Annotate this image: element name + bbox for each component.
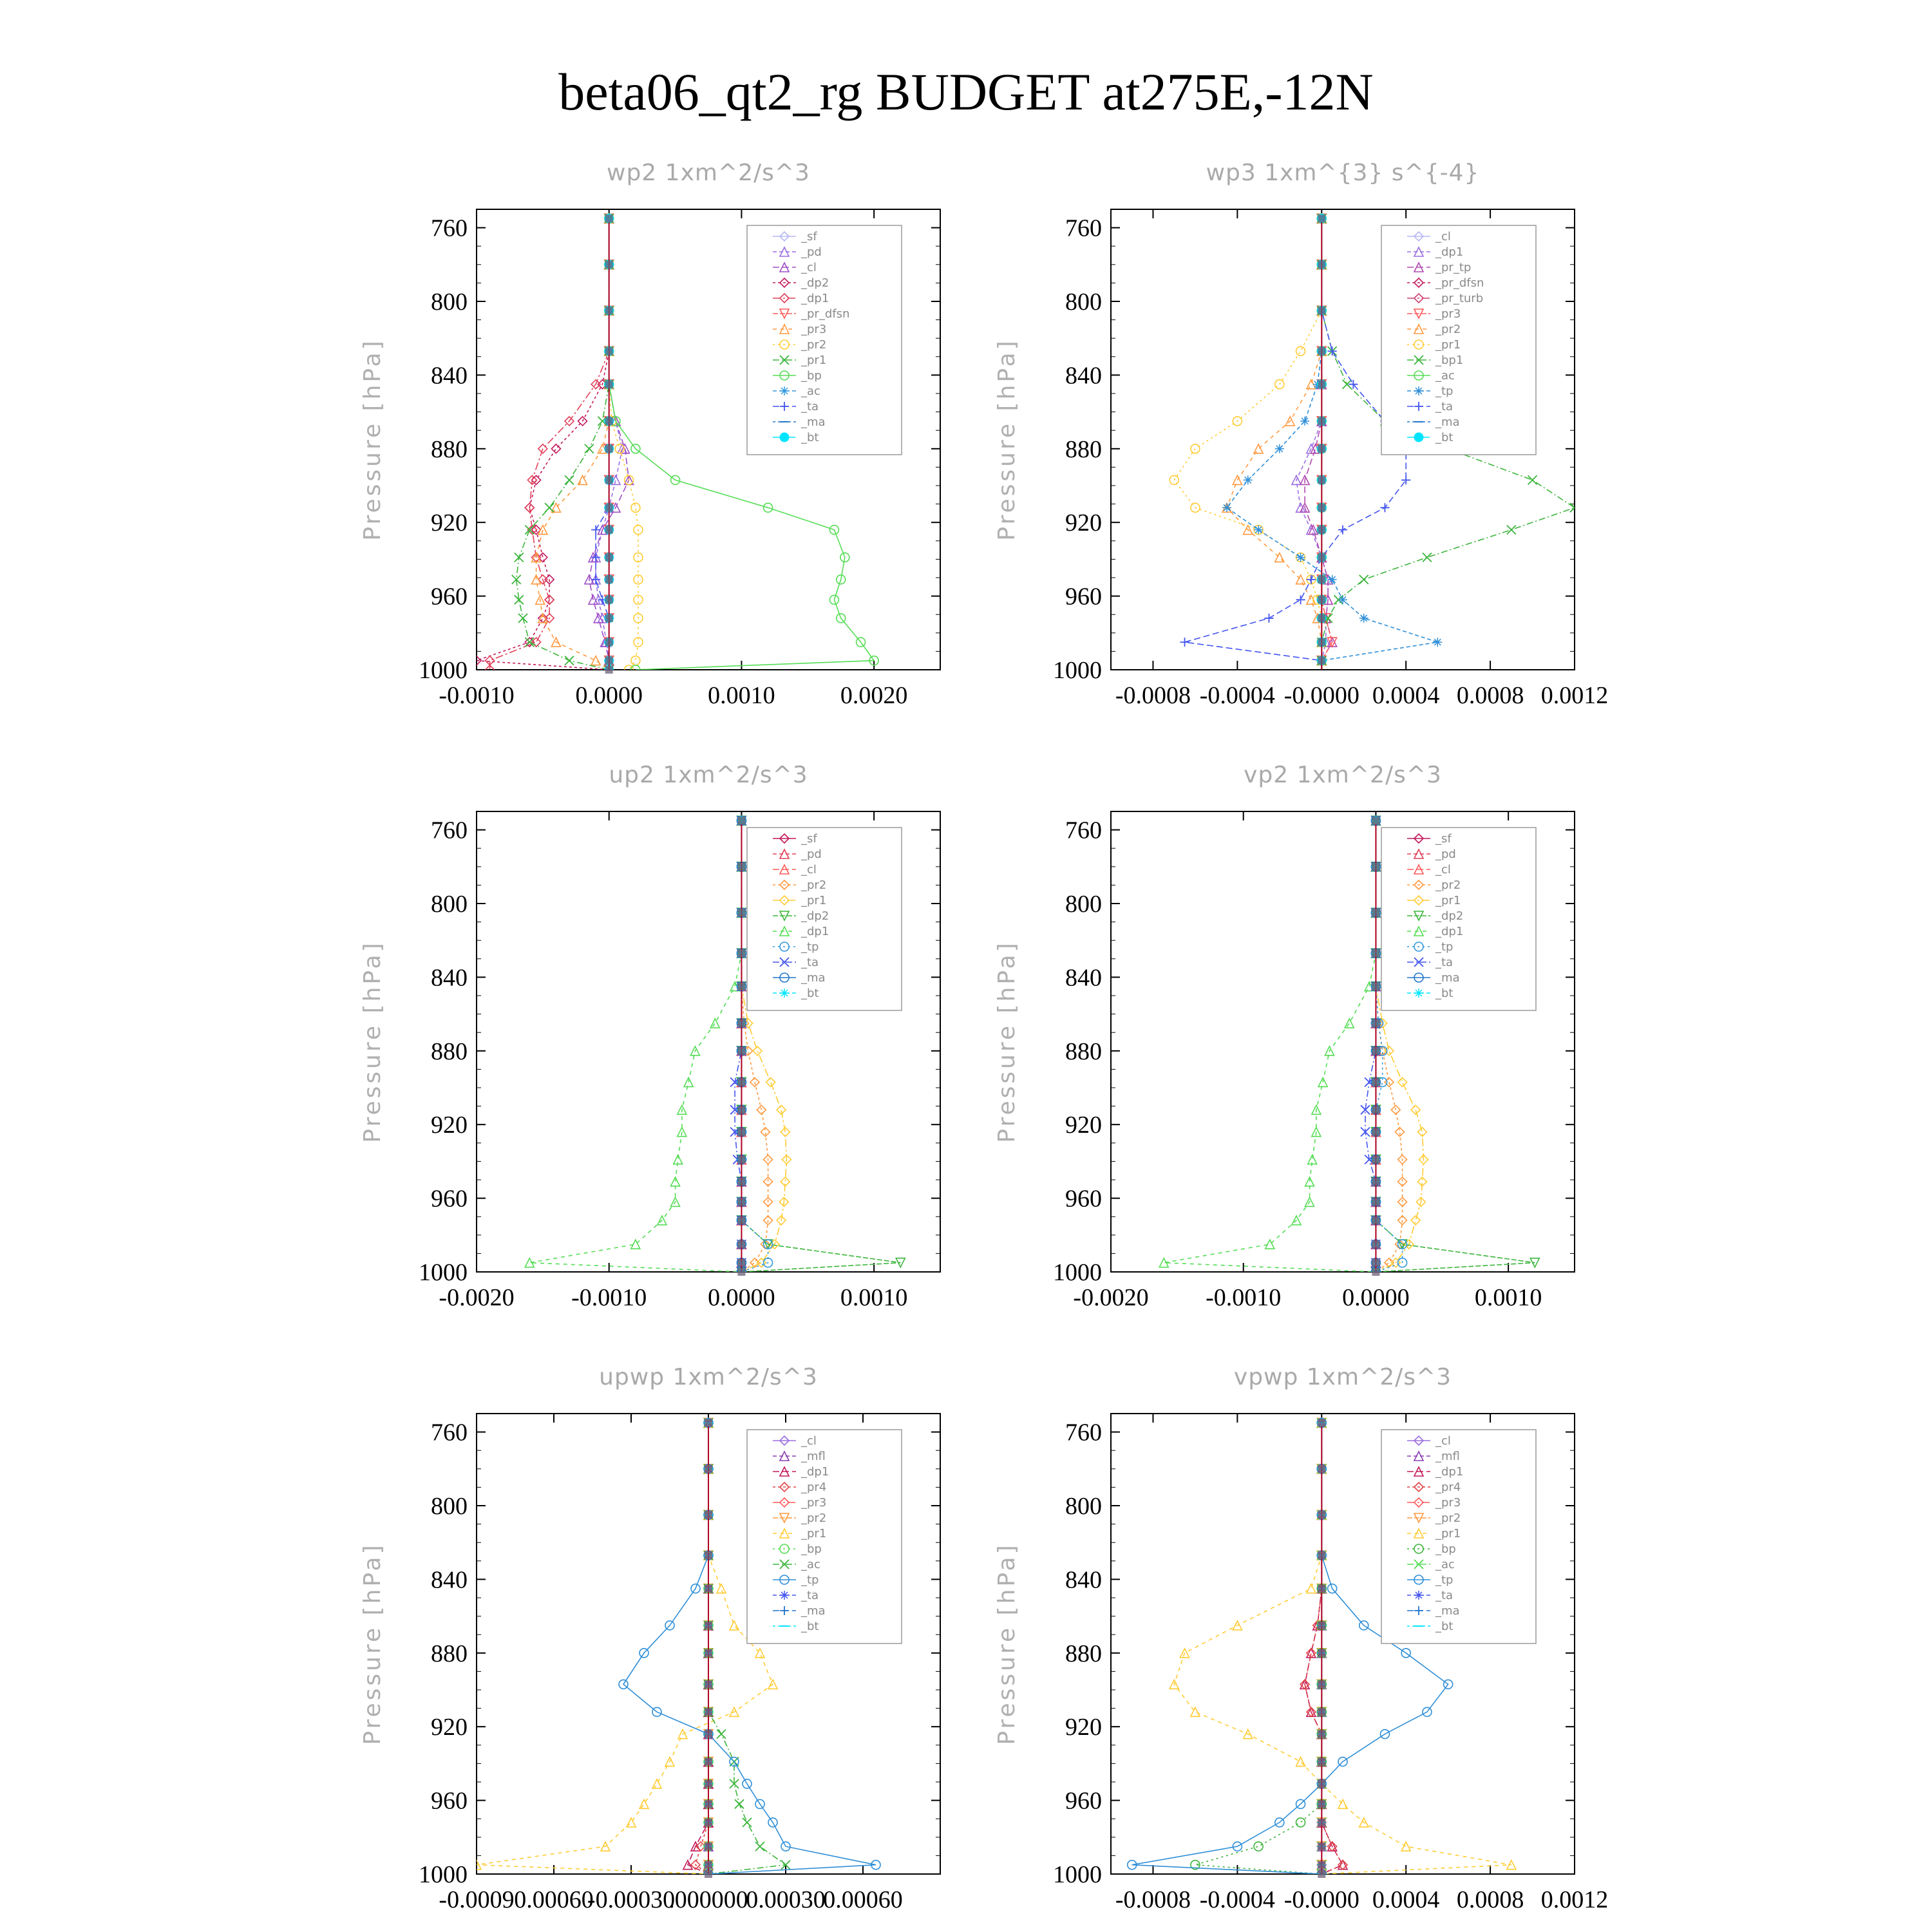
- zero-marker: [1318, 576, 1325, 583]
- y-tick-label: 920: [431, 509, 468, 537]
- panel-title: up2 1xm^2/s^3: [609, 762, 808, 788]
- legend-label: _ac: [801, 1558, 820, 1571]
- zero-marker: [605, 596, 613, 603]
- legend-label: _bp1: [1435, 354, 1464, 367]
- y-tick-label: 920: [1065, 1714, 1102, 1741]
- y-tick-label: 880: [1065, 1037, 1102, 1065]
- x-tick-label: 0.0004: [1372, 682, 1440, 709]
- zero-marker: [1372, 909, 1379, 916]
- data-point: [1296, 553, 1305, 562]
- zero-marker: [737, 1259, 745, 1267]
- zero-marker: [605, 526, 613, 534]
- panel-title: vpwp 1xm^2/s^3: [1233, 1364, 1452, 1390]
- legend-label: _ta: [1435, 1589, 1454, 1602]
- legend-label: _mfl: [801, 1450, 826, 1463]
- zero-marker: [605, 261, 613, 269]
- legend-label: _ma: [1435, 415, 1460, 429]
- legend-marker: [1414, 989, 1423, 998]
- legend-label: _ta: [1435, 400, 1454, 413]
- zero-marker: [1318, 638, 1325, 646]
- zero-marker: [1318, 554, 1325, 562]
- zero-marker: [737, 1156, 745, 1164]
- legend-label: _ma: [1435, 1604, 1460, 1618]
- x-tick-label: 0.0000: [708, 1284, 775, 1311]
- x-tick-label: -0.0008: [1115, 682, 1191, 709]
- zero-marker: [737, 1128, 745, 1136]
- legend-label: _pr1: [1435, 338, 1461, 352]
- legend-label: _pr_dfsn: [1435, 276, 1484, 290]
- y-tick-label: 800: [1065, 289, 1102, 316]
- x-tick-label: 0.0020: [840, 682, 908, 709]
- zero-marker: [705, 1800, 712, 1808]
- zero-marker: [705, 1819, 712, 1826]
- legend-label: _sf: [801, 832, 817, 846]
- zero-marker: [1318, 347, 1325, 355]
- x-tick-label: -0.0004: [1199, 1886, 1275, 1913]
- legend-label: _ma: [801, 971, 826, 985]
- zero-marker: [1318, 1419, 1325, 1426]
- legend-label: _dp2: [1435, 909, 1464, 923]
- y-tick-label: 800: [1065, 1493, 1102, 1520]
- legend-label: _pr4: [1435, 1481, 1461, 1494]
- legend-label: _bt: [1435, 987, 1454, 1000]
- zero-marker: [1372, 1178, 1379, 1186]
- legend-marker: [1414, 433, 1423, 442]
- legend-label: _pr3: [801, 323, 827, 336]
- zero-marker: [1318, 1551, 1325, 1559]
- zero-marker: [1372, 1047, 1379, 1055]
- legend-label: _sf: [1435, 832, 1452, 846]
- zero-marker: [1318, 261, 1325, 269]
- data-point: [1359, 614, 1368, 623]
- x-tick-label: -0.0008: [1115, 1886, 1191, 1913]
- legend-label: _ac: [1435, 369, 1455, 383]
- legend-label: _dp1: [1435, 925, 1464, 938]
- legend-label: _pr1: [801, 354, 827, 367]
- panel-title: wp2 1xm^2/s^3: [607, 160, 810, 186]
- legend-label: _pr3: [801, 1496, 827, 1510]
- legend-label: _cl: [801, 863, 817, 876]
- zero-marker: [705, 1758, 712, 1766]
- zero-marker: [1372, 863, 1379, 871]
- zero-marker: [737, 1268, 745, 1276]
- x-tick-label: 0.0000: [575, 682, 643, 709]
- zero-marker: [1372, 1268, 1379, 1276]
- panel-title: upwp 1xm^2/s^3: [599, 1364, 818, 1390]
- zero-marker: [737, 1106, 745, 1113]
- zero-marker: [1372, 1198, 1379, 1206]
- zero-marker: [1372, 1156, 1379, 1164]
- zero-marker: [1372, 1128, 1379, 1136]
- x-tick-label: 0.0000: [1342, 1284, 1410, 1311]
- zero-marker: [605, 347, 613, 355]
- x-tick-label: -0.0004: [1199, 682, 1275, 709]
- legend-label: _bp: [1435, 1542, 1456, 1556]
- y-tick-label: 800: [431, 289, 468, 316]
- y-axis-label: Pressure [hPa]: [994, 338, 1020, 541]
- data-point: [1275, 444, 1284, 453]
- legend-label: _cl: [1435, 863, 1451, 876]
- y-axis-label: Pressure [hPa]: [994, 940, 1020, 1143]
- legend-label: _tp: [801, 940, 819, 954]
- zero-marker: [737, 1078, 745, 1086]
- panel-title: vp2 1xm^2/s^3: [1244, 762, 1442, 788]
- x-tick-label: 0.0008: [1456, 682, 1524, 709]
- legend-label: _tp: [801, 1573, 819, 1587]
- zero-marker: [1372, 1259, 1379, 1267]
- y-tick-label: 840: [431, 362, 468, 390]
- zero-marker: [605, 445, 613, 453]
- zero-marker: [1318, 657, 1325, 665]
- legend-label: _bt: [801, 431, 819, 444]
- legend-label: _bt: [801, 1620, 819, 1633]
- y-tick-label: 760: [1065, 817, 1102, 844]
- zero-marker: [1372, 1106, 1379, 1113]
- data-point: [1254, 526, 1263, 535]
- zero-marker: [737, 863, 745, 871]
- zero-marker: [705, 1551, 712, 1559]
- data-point: [1222, 503, 1231, 512]
- zero-marker: [1318, 1730, 1325, 1738]
- y-tick-label: 1000: [1053, 1259, 1102, 1286]
- zero-marker: [737, 949, 745, 957]
- y-tick-label: 760: [1065, 214, 1102, 242]
- legend-label: _tp: [1435, 940, 1454, 954]
- y-axis-label: Pressure [hPa]: [359, 1542, 386, 1745]
- legend-label: _bt: [801, 987, 819, 1000]
- y-tick-label: 760: [1065, 1419, 1102, 1446]
- legend-label: _bp: [801, 369, 822, 383]
- zero-marker: [705, 1465, 712, 1473]
- y-tick-label: 880: [431, 1640, 468, 1667]
- legend-label: _pd: [1435, 848, 1456, 861]
- legend-label: _ma: [1435, 971, 1460, 985]
- zero-marker: [737, 817, 745, 824]
- zero-marker: [605, 576, 613, 583]
- legend-label: _pr_dfsn: [801, 307, 850, 321]
- zero-marker: [1318, 476, 1325, 484]
- legend-label: _tp: [1435, 384, 1454, 398]
- y-tick-label: 840: [1065, 362, 1102, 390]
- zero-marker: [705, 1585, 712, 1593]
- y-tick-label: 960: [1065, 1787, 1102, 1815]
- legend-label: _pr4: [801, 1481, 827, 1494]
- y-tick-label: 1000: [419, 1861, 468, 1888]
- x-tick-label: 0.00030: [746, 1886, 826, 1913]
- y-tick-label: 840: [431, 1566, 468, 1594]
- legend-label: _bt: [1435, 431, 1454, 444]
- legend-marker: [780, 989, 789, 998]
- zero-marker: [1318, 1622, 1325, 1629]
- y-tick-label: 760: [431, 214, 468, 242]
- x-tick-label: -0.0020: [439, 1284, 515, 1311]
- zero-marker: [737, 1217, 745, 1224]
- legend-label: _dp1: [801, 1465, 829, 1479]
- x-tick-label: -0.0009: [439, 1886, 515, 1913]
- zero-marker: [1318, 1585, 1325, 1593]
- y-tick-label: 1000: [1053, 657, 1102, 684]
- legend-label: _dp1: [1435, 1465, 1464, 1479]
- legend-label: _cl: [1435, 1434, 1451, 1448]
- legend-label: _ac: [1435, 1558, 1455, 1571]
- zero-marker: [1372, 1078, 1379, 1086]
- zero-marker: [1372, 1019, 1379, 1027]
- legend-label: _cl: [801, 261, 817, 274]
- zero-marker: [1372, 817, 1379, 824]
- y-tick-label: 880: [1065, 1640, 1102, 1667]
- y-tick-label: 1000: [419, 1259, 468, 1286]
- y-tick-label: 960: [431, 1185, 468, 1213]
- legend-label: _pr_turb: [1435, 292, 1484, 305]
- zero-marker: [737, 1178, 745, 1186]
- legend-label: _pr3: [1435, 307, 1461, 321]
- zero-marker: [1318, 596, 1325, 603]
- x-tick-label: 0.0010: [840, 1284, 908, 1311]
- legend-label: _pr2: [1435, 1511, 1461, 1525]
- legend-label: _pr1: [801, 1527, 827, 1540]
- zero-marker: [1318, 214, 1325, 222]
- zero-marker: [1318, 1819, 1325, 1826]
- legend-label: _pr1: [801, 894, 827, 907]
- legend-label: _ta: [801, 1589, 819, 1602]
- legend-label: _ta: [1435, 956, 1454, 969]
- legend-label: _ta: [801, 400, 819, 413]
- zero-marker: [1318, 1842, 1325, 1850]
- zero-marker: [705, 1649, 712, 1657]
- zero-marker: [1318, 1465, 1325, 1473]
- legend-label: _pr1: [1435, 894, 1461, 907]
- y-tick-label: 800: [431, 1493, 468, 1520]
- legend-marker: [780, 386, 789, 395]
- y-tick-label: 840: [1065, 1566, 1102, 1594]
- x-tick-label: -0.0000: [1283, 682, 1359, 709]
- x-tick-label: -0.0020: [1073, 1284, 1149, 1311]
- y-tick-label: 800: [431, 891, 468, 918]
- legend-label: _cl: [801, 1434, 817, 1448]
- zero-marker: [737, 1019, 745, 1027]
- legend-label: _pr2: [1435, 878, 1461, 892]
- zero-marker: [705, 1780, 712, 1788]
- legend-marker: [1414, 386, 1423, 395]
- zero-marker: [705, 1861, 712, 1869]
- y-axis-label: Pressure [hPa]: [359, 940, 386, 1143]
- data-point: [1244, 475, 1253, 484]
- y-tick-label: 760: [431, 1419, 468, 1446]
- zero-marker: [1318, 417, 1325, 425]
- zero-marker: [1318, 1861, 1325, 1869]
- zero-marker: [705, 1622, 712, 1629]
- zero-marker: [605, 504, 613, 511]
- y-tick-label: 1000: [1053, 1861, 1102, 1888]
- zero-marker: [705, 1511, 712, 1519]
- zero-marker: [705, 1870, 712, 1878]
- y-tick-label: 840: [431, 964, 468, 992]
- legend-label: _ma: [801, 1604, 826, 1618]
- zero-marker: [1318, 1511, 1325, 1519]
- zero-marker: [605, 307, 613, 314]
- zero-marker: [705, 1842, 712, 1850]
- zero-marker: [1318, 1870, 1325, 1878]
- legend-marker: [780, 433, 789, 442]
- y-tick-label: 760: [431, 817, 468, 844]
- zero-marker: [1318, 504, 1325, 511]
- legend-marker: [1414, 1591, 1423, 1600]
- legend-label: _ma: [801, 415, 826, 429]
- legend-label: _dp2: [801, 909, 829, 923]
- x-tick-label: -0.0010: [439, 682, 515, 709]
- x-tick-label: 0.00060: [823, 1886, 903, 1913]
- zero-marker: [1318, 307, 1325, 314]
- x-tick-label: 0.0004: [1372, 1886, 1440, 1913]
- zero-marker: [1372, 1217, 1379, 1224]
- figure-title: beta06_qt2_rg BUDGET at275E,-12N: [558, 62, 1374, 121]
- zero-marker: [1372, 1240, 1379, 1248]
- zero-marker: [1318, 1708, 1325, 1716]
- zero-marker: [1318, 1680, 1325, 1688]
- x-tick-label: -0.0010: [571, 1284, 647, 1311]
- legend-label: _dp1: [801, 292, 829, 305]
- y-tick-label: 960: [431, 1787, 468, 1815]
- x-tick-label: 0.0008: [1456, 1886, 1524, 1913]
- zero-marker: [605, 476, 613, 484]
- zero-marker: [1318, 1758, 1325, 1766]
- zero-marker: [1372, 949, 1379, 957]
- zero-marker: [1318, 526, 1325, 534]
- legend-label: _sf: [801, 230, 817, 243]
- zero-marker: [737, 1047, 745, 1055]
- zero-marker: [705, 1419, 712, 1426]
- x-tick-label: .000000: [668, 1886, 748, 1913]
- y-tick-label: 880: [431, 1037, 468, 1065]
- data-point: [1328, 575, 1337, 584]
- zero-marker: [705, 1730, 712, 1738]
- x-tick-label: 0.00060: [514, 1886, 594, 1913]
- y-tick-label: 840: [1065, 964, 1102, 992]
- x-tick-label: 0.0012: [1540, 1886, 1609, 1913]
- zero-marker: [1318, 1649, 1325, 1657]
- y-tick-label: 880: [431, 435, 468, 463]
- legend-label: _bt: [1435, 1620, 1454, 1633]
- zero-marker: [605, 638, 613, 646]
- legend-label: _mfl: [1435, 1450, 1460, 1463]
- y-axis-label: Pressure [hPa]: [359, 338, 386, 541]
- y-tick-label: 960: [1065, 1185, 1102, 1213]
- zero-marker: [1318, 1800, 1325, 1808]
- zero-marker: [605, 417, 613, 425]
- legend-marker: [780, 1591, 789, 1600]
- zero-marker: [1318, 381, 1325, 388]
- legend-label: _dp2: [801, 276, 829, 290]
- legend-label: _dp1: [801, 925, 829, 938]
- legend-label: _bp: [801, 1542, 822, 1556]
- y-tick-label: 960: [1065, 583, 1102, 611]
- y-tick-label: 920: [431, 1714, 468, 1741]
- zero-marker: [737, 1198, 745, 1206]
- legend-label: _ta: [801, 956, 819, 969]
- zero-marker: [605, 657, 613, 665]
- zero-marker: [737, 983, 745, 990]
- data-point: [1338, 595, 1347, 604]
- legend-label: _pr3: [1435, 1496, 1461, 1510]
- zero-marker: [1318, 614, 1325, 622]
- legend-label: _pr_tp: [1435, 261, 1472, 274]
- y-axis-label: Pressure [hPa]: [994, 1542, 1020, 1745]
- x-tick-label: 0.0010: [1474, 1284, 1542, 1311]
- zero-marker: [605, 666, 613, 674]
- data-point: [1433, 638, 1442, 647]
- legend-label: _cl: [1435, 230, 1451, 243]
- x-tick-label: -0.0000: [1283, 1886, 1359, 1913]
- zero-marker: [1372, 983, 1379, 990]
- y-tick-label: 920: [1065, 509, 1102, 537]
- legend-label: _dp1: [1435, 245, 1464, 259]
- panel-title: wp3 1xm^{3} s^{-4}: [1206, 160, 1480, 186]
- legend-label: _pd: [801, 848, 822, 861]
- legend-label: _pr2: [801, 338, 827, 352]
- zero-marker: [1318, 445, 1325, 453]
- legend-label: _pd: [801, 245, 822, 259]
- zero-marker: [737, 1240, 745, 1248]
- zero-marker: [605, 214, 613, 222]
- legend-label: _pr1: [1435, 1527, 1461, 1540]
- legend-label: _pr2: [801, 878, 827, 892]
- y-tick-label: 880: [1065, 435, 1102, 463]
- data-point: [1300, 417, 1309, 426]
- y-tick-label: 800: [1065, 891, 1102, 918]
- y-tick-label: 920: [1065, 1112, 1102, 1139]
- legend-label: _ac: [801, 384, 820, 398]
- legend-label: _pr2: [801, 1511, 827, 1525]
- zero-marker: [705, 1708, 712, 1716]
- x-tick-label: 0.0012: [1540, 682, 1609, 709]
- x-tick-label: 0.0010: [708, 682, 775, 709]
- zero-marker: [605, 381, 613, 388]
- y-tick-label: 960: [431, 583, 468, 611]
- zero-marker: [605, 554, 613, 562]
- zero-marker: [737, 909, 745, 916]
- x-tick-label: -0.0010: [1206, 1284, 1282, 1311]
- x-tick-label: -0.00030: [587, 1886, 676, 1913]
- zero-marker: [705, 1680, 712, 1688]
- y-tick-label: 920: [431, 1112, 468, 1139]
- y-tick-label: 1000: [419, 657, 468, 684]
- legend-label: _pr2: [1435, 323, 1461, 336]
- legend-label: _tp: [1435, 1573, 1454, 1587]
- zero-marker: [1318, 1780, 1325, 1788]
- zero-marker: [605, 614, 613, 622]
